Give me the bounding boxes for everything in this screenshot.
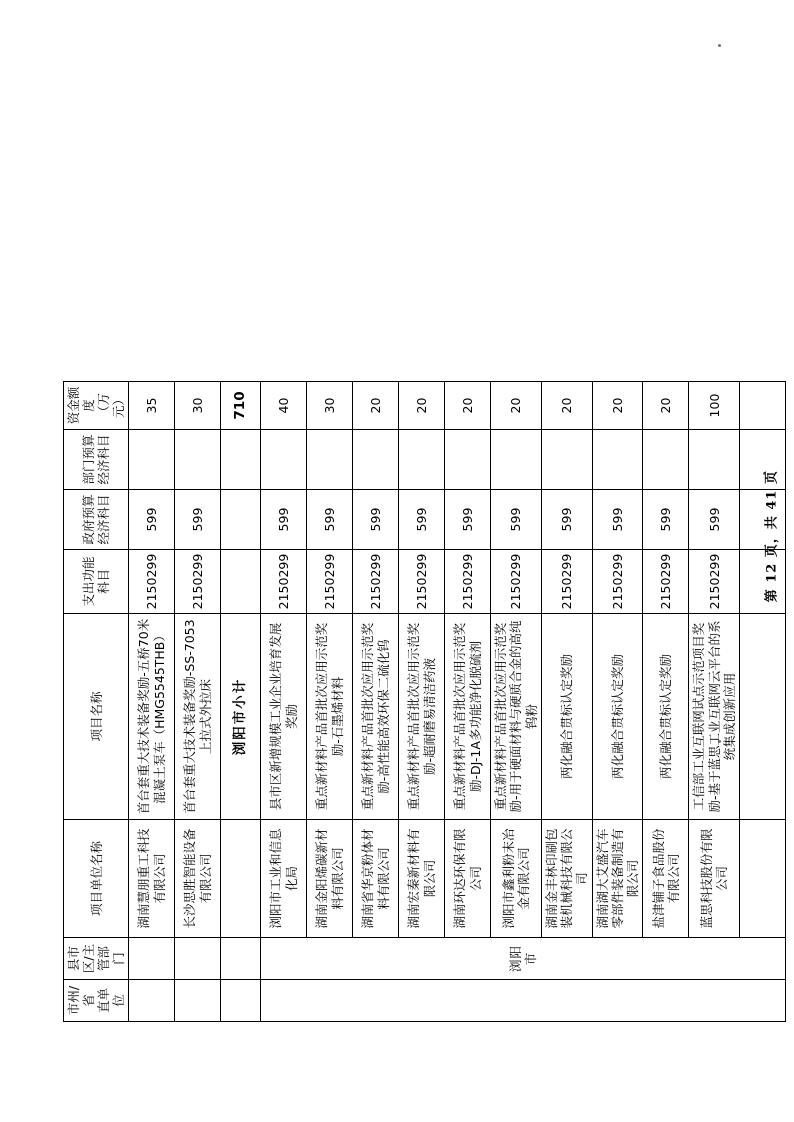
cell-expenditure-function: 2150299 xyxy=(307,550,353,614)
cell-project-name: 两化融合贯标认定奖励 xyxy=(541,614,592,820)
cell-project-name: 重点新材料产品首批次应用示范奖励-石墨烯材料 xyxy=(307,614,353,820)
cell-amount: 35 xyxy=(129,382,175,430)
cell-amount: 40 xyxy=(261,382,307,430)
cell-expenditure-function xyxy=(221,550,261,614)
cell-unit-name: 浏阳市工业和信息化局 xyxy=(261,820,307,938)
cell-unit-name: 湖南慧朋重工科技有限公司 xyxy=(129,820,175,938)
cell-project-name: 工信部工业互联网试点示范项目奖励-基于蓝思工业互联网云平台的系统集成创新应用 xyxy=(689,614,740,820)
cell-unit-name: 湖南金阳烯碳新材料有限公司 xyxy=(307,820,353,938)
table-row xyxy=(541,382,592,1022)
cell-gov-budget-economic: 599 xyxy=(491,490,542,550)
cell-expenditure-function: 2150299 xyxy=(491,550,542,614)
cell-gov-budget-economic: 599 xyxy=(399,490,445,550)
cell-unit-name: 湖南环达环保有限公司 xyxy=(445,820,491,938)
cell-unit-name: 湖南湖大艾盛汽车零部件装备制造有限公司 xyxy=(592,820,643,938)
header-expenditure-function: 支出功能 科目 xyxy=(64,550,129,614)
cell-amount: 20 xyxy=(643,382,689,430)
cell-unit-name: 浏阳市鑫利粉末冶金有限公司 xyxy=(491,820,542,938)
cell-expenditure-function: 2150299 xyxy=(399,550,445,614)
cell-city xyxy=(261,980,786,1022)
cell-gov-budget-economic: 599 xyxy=(307,490,353,550)
cell-unit-name: 湖南省华京粉体材料有限公司 xyxy=(353,820,399,938)
table-header-row xyxy=(64,382,129,1022)
cell-dept-budget-economic xyxy=(307,430,353,490)
cell-expenditure-function: 2150299 xyxy=(175,550,221,614)
cell-gov-budget-economic: 599 xyxy=(541,490,592,550)
cell-unit-name: 长沙思胜智能设备有限公司 xyxy=(175,820,221,938)
cell-expenditure-function: 2150299 xyxy=(445,550,491,614)
cell-unit-name xyxy=(740,820,786,938)
page-footer: 第 12 页，共 41 页 xyxy=(764,470,779,603)
header-county: 县市区/主 管部门 xyxy=(64,938,129,980)
cell-dept-budget-economic xyxy=(221,430,261,490)
cell-county xyxy=(221,938,261,980)
cell-county xyxy=(129,938,175,980)
cell-county-merged: 浏阳市 xyxy=(261,938,786,980)
cell-dept-budget-economic xyxy=(491,430,542,490)
cell-amount: 20 xyxy=(491,382,542,430)
subtotal-row xyxy=(221,382,261,1022)
cell-gov-budget-economic xyxy=(221,490,261,550)
cell-unit-name: 湖南宏秦新材料有限公司 xyxy=(399,820,445,938)
cell-gov-budget-economic: 599 xyxy=(175,490,221,550)
cell-expenditure-function: 2150299 xyxy=(643,550,689,614)
header-city: 市州/省 直单位 xyxy=(64,980,129,1022)
cell-gov-budget-economic: 599 xyxy=(689,490,740,550)
table-row xyxy=(643,382,689,1022)
cell-amount: 20 xyxy=(353,382,399,430)
cell-unit-name xyxy=(221,820,261,938)
cell-dept-budget-economic xyxy=(740,430,786,490)
cell-amount: 20 xyxy=(399,382,445,430)
cell-amount: 100 xyxy=(689,382,740,430)
subtotal-amount: 710 xyxy=(221,382,261,430)
cell-expenditure-function: 2150299 xyxy=(689,550,740,614)
cell-gov-budget-economic: 599 xyxy=(643,490,689,550)
table-row xyxy=(491,382,542,1022)
cell-project-name: 首台套重大技术装备奖励-SS-7053上拉式外拉床 xyxy=(175,614,221,820)
table-row xyxy=(592,382,643,1022)
cell-dept-budget-economic xyxy=(175,430,221,490)
cell-project-name: 两化融合贯标认定奖励 xyxy=(592,614,643,820)
table-row xyxy=(129,382,175,1022)
cell-expenditure-function: 2150299 xyxy=(541,550,592,614)
cell-gov-budget-economic: 599 xyxy=(261,490,307,550)
cell-gov-budget-economic xyxy=(740,490,786,550)
header-gov-budget-economic: 政府预算 经济科目 xyxy=(64,490,129,550)
cell-expenditure-function: 2150299 xyxy=(261,550,307,614)
cell-dept-budget-economic xyxy=(643,430,689,490)
cell-dept-budget-economic xyxy=(445,430,491,490)
cell-unit-name: 湖南金丰林印刷包装机械科技有限公司 xyxy=(541,820,592,938)
cell-dept-budget-economic xyxy=(353,430,399,490)
cell-county xyxy=(175,938,221,980)
cell-amount xyxy=(740,382,786,430)
cell-unit-name: 盐津铺子食品股份有限公司 xyxy=(643,820,689,938)
cell-dept-budget-economic xyxy=(261,430,307,490)
cell-expenditure-function xyxy=(740,550,786,614)
cell-unit-name: 蓝思科技股份有限公司 xyxy=(689,820,740,938)
cell-city xyxy=(175,980,221,1022)
cell-dept-budget-economic xyxy=(399,430,445,490)
cell-project-name: 两化融合贯标认定奖励 xyxy=(643,614,689,820)
table-row xyxy=(307,382,353,1022)
cell-expenditure-function: 2150299 xyxy=(129,550,175,614)
table-container xyxy=(63,381,786,1022)
table-row xyxy=(740,382,786,1022)
table-row xyxy=(175,382,221,1022)
cell-amount: 30 xyxy=(307,382,353,430)
subtotal-label: 浏阳市小计 xyxy=(221,614,261,820)
cell-project-name: 县市区新增规模工业企业培育发展奖励 xyxy=(261,614,307,820)
cell-expenditure-function: 2150299 xyxy=(353,550,399,614)
cell-amount: 30 xyxy=(175,382,221,430)
cell-gov-budget-economic: 599 xyxy=(353,490,399,550)
header-amount: 资金额度 （万元） xyxy=(64,382,129,430)
cell-project-name: 重点新材料产品首批次应用示范奖励-用于硬面材料与硬质合金的高纯钨粉 xyxy=(491,614,542,820)
cell-project-name: 重点新材料产品首批次应用示范奖励-超耐磨易清洁药液 xyxy=(399,614,445,820)
cell-dept-budget-economic xyxy=(689,430,740,490)
cell-amount: 20 xyxy=(541,382,592,430)
table-row xyxy=(261,382,307,1022)
cell-expenditure-function: 2150299 xyxy=(592,550,643,614)
cell-project-name: 重点新材料产品首批次应用示范奖励-DJ-1A多功能净化脱硫剂 xyxy=(445,614,491,820)
cell-project-name: 首台套重大技术装备奖励-五桥70米混凝土泵车（HMG5545THB） xyxy=(129,614,175,820)
table-row xyxy=(445,382,491,1022)
cell-project-name xyxy=(740,614,786,820)
cell-dept-budget-economic xyxy=(129,430,175,490)
header-project-name: 项目名称 xyxy=(64,614,129,820)
budget-table xyxy=(63,381,786,1022)
cell-gov-budget-economic: 599 xyxy=(445,490,491,550)
cell-dept-budget-economic xyxy=(541,430,592,490)
table-row xyxy=(353,382,399,1022)
cell-gov-budget-economic: 599 xyxy=(592,490,643,550)
cell-city xyxy=(129,980,175,1022)
cell-project-name: 重点新材料产品首批次应用示范奖励-高性能高效环保二硫化钨 xyxy=(353,614,399,820)
cell-amount: 20 xyxy=(445,382,491,430)
cell-gov-budget-economic: 599 xyxy=(129,490,175,550)
table-row xyxy=(689,382,740,1022)
cell-amount: 20 xyxy=(592,382,643,430)
header-unit-name: 项目单位名称 xyxy=(64,820,129,938)
cell-dept-budget-economic xyxy=(592,430,643,490)
cell-city xyxy=(221,980,261,1022)
table-row xyxy=(399,382,445,1022)
header-dept-budget-economic: 部门预算 经济科目 xyxy=(64,430,129,490)
